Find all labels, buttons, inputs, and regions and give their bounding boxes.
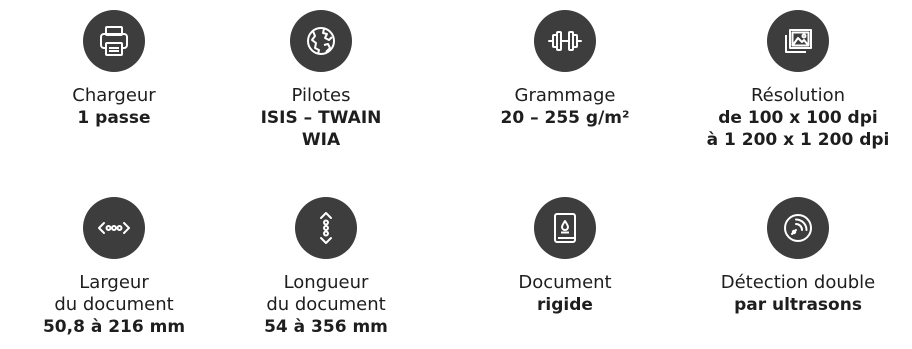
feature-largeur <box>0 197 228 338</box>
feature-value: 50,8 à 216 mm <box>42 317 186 337</box>
width-arrows-icon <box>83 197 145 259</box>
images-icon <box>767 10 829 72</box>
globe-icon <box>290 10 352 72</box>
feature-document <box>451 197 679 316</box>
feature-resolution <box>684 10 912 151</box>
feature-detection <box>684 197 912 316</box>
ultrasonic-detection-icon <box>767 197 829 259</box>
feature-value: 1 passe <box>77 108 151 128</box>
dumbbell-icon <box>534 10 596 72</box>
feature-label: Détection double <box>720 272 876 293</box>
feature-longueur <box>212 197 440 338</box>
feature-label: Largeur du document <box>54 272 174 315</box>
feature-value: ISIS – TWAIN WIA <box>260 108 382 150</box>
length-arrows-icon <box>295 197 357 259</box>
feature-label: Résolution <box>750 85 846 106</box>
printer-icon <box>83 10 145 72</box>
feature-label: Longueur du document <box>266 272 386 315</box>
feature-chargeur <box>0 10 228 129</box>
feature-label: Grammage <box>514 85 616 106</box>
feature-label: Document <box>518 272 612 293</box>
rigid-document-icon <box>534 197 596 259</box>
feature-pilotes <box>207 10 435 151</box>
feature-value: par ultrasons <box>734 295 862 315</box>
feature-label: Chargeur <box>72 85 156 106</box>
feature-value: 20 – 255 g/m² <box>500 108 630 128</box>
feature-value: de 100 x 100 dpi à 1 200 x 1 200 dpi <box>706 108 890 150</box>
feature-value: 54 à 356 mm <box>264 317 388 337</box>
feature-grammage <box>451 10 679 129</box>
feature-value: rigide <box>537 295 593 315</box>
feature-label: Pilotes <box>291 85 351 106</box>
